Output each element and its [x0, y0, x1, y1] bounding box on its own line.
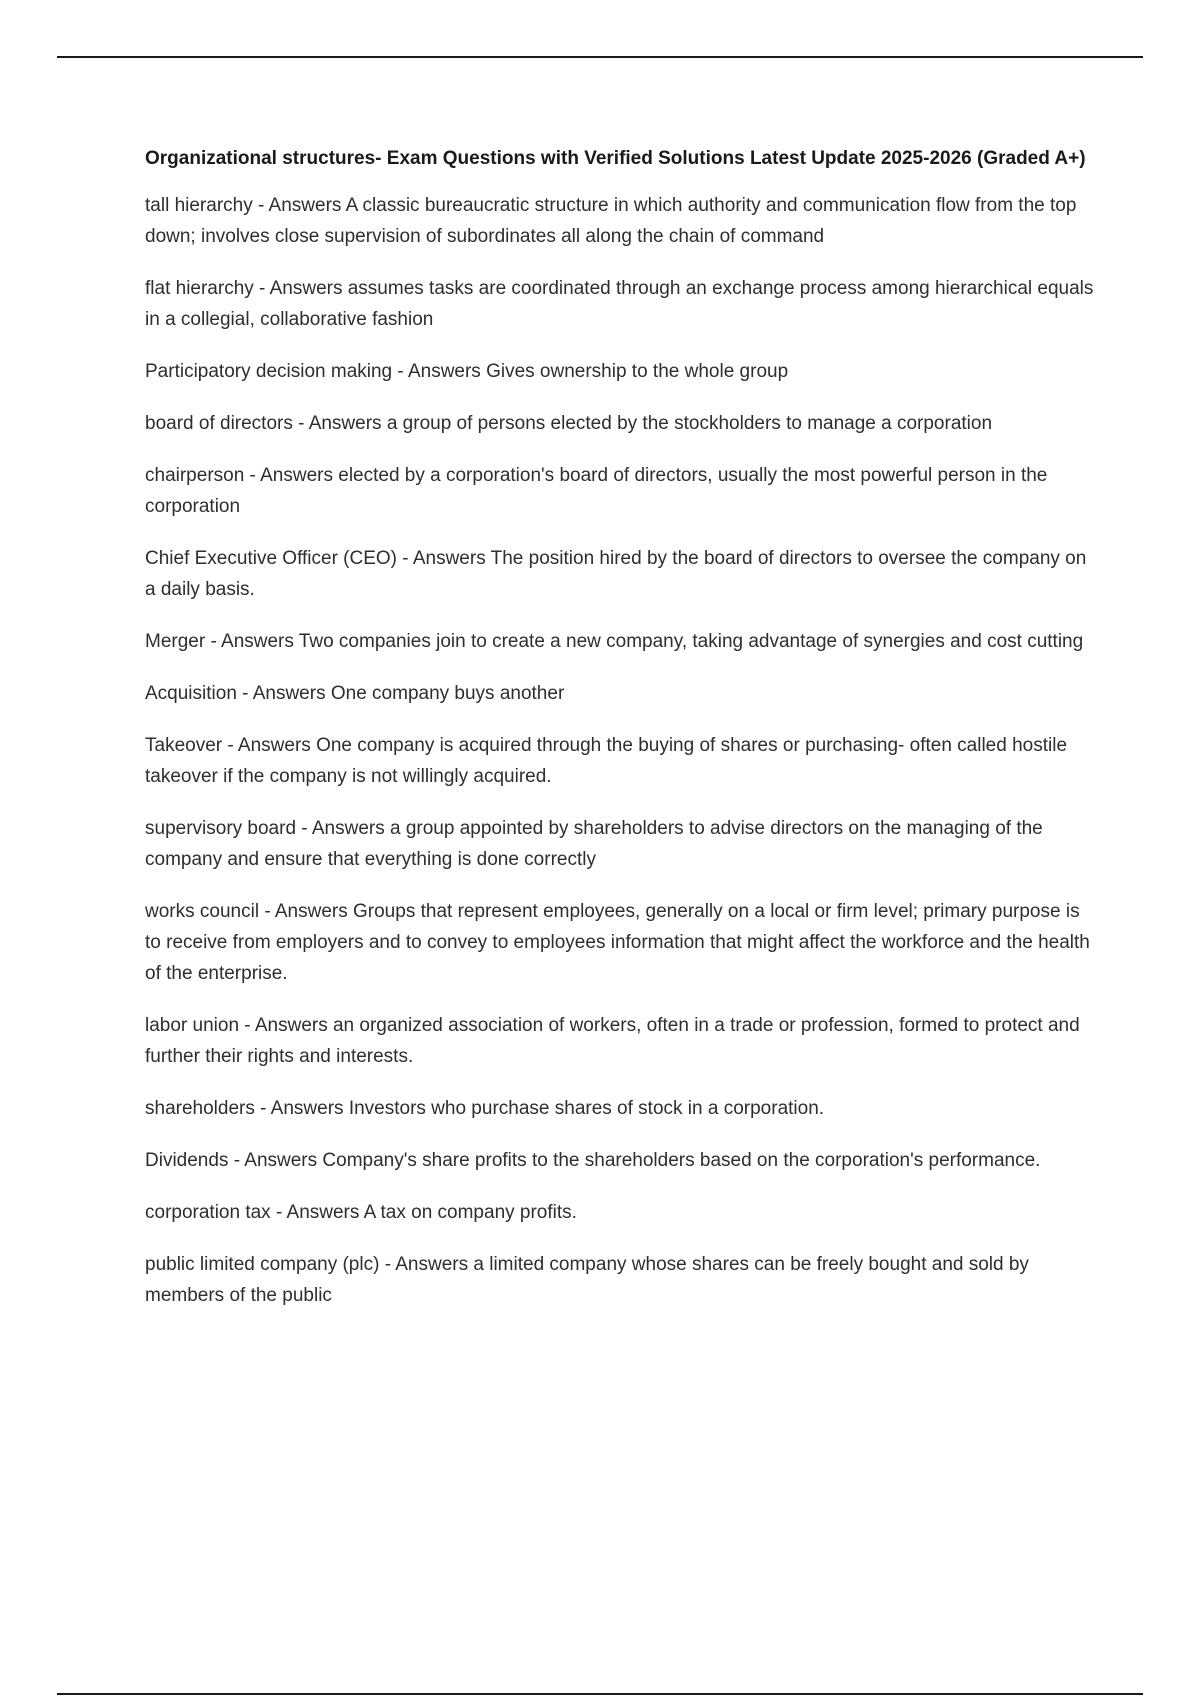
entry-ceo: Chief Executive Officer (CEO) - Answers The position hired by the board of directors to oversee the company on a daily basis. [145, 548, 1087, 600]
entry-works-council: works council - Answers Groups that represent employees, generally on a local or firm level; primary purpose is to receive from employers and to convey to employees information that might affect the workforce and the health of the enterprise. [145, 901, 1090, 984]
entry-acquisition: Acquisition - Answers One company buys another [145, 683, 565, 704]
entry-supervisory-board: supervisory board - Answers a group appointed by shareholders to advise directors on the managing of the company and ensure that everything is done correctly [145, 818, 1043, 870]
entry-flat-hierarchy: flat hierarchy - Answers assumes tasks are coordinated through an exchange process among hierarchical equals in a collegial, collaborative fashion [145, 278, 1094, 330]
entry-merger: Merger - Answers Two companies join to create a new company, taking advantage of synergies and cost cutting [145, 631, 1084, 652]
entry-chairperson: chairperson - Answers elected by a corporation's board of directors, usually the most powerful person in the corporation [145, 465, 1048, 517]
entry-participatory-decision-making: Participatory decision making - Answers Gives ownership to the whole group [145, 361, 789, 382]
document-body [145, 143, 1095, 1332]
entry-corporation-tax: corporation tax - Answers A tax on company profits. [145, 1202, 577, 1223]
document-title: Organizational structures- Exam Questions with Verified Solutions Latest Update 2025-2026 (Graded A+) [145, 148, 1086, 169]
entry-takeover: Takeover - Answers One company is acquired through the buying of shares or purchasing- often called hostile takeover if the company is not willingly acquired. [145, 735, 1068, 787]
top-rule [57, 56, 1143, 58]
entry-dividends: Dividends - Answers Company's share profits to the shareholders based on the corporation's performance. [145, 1150, 1041, 1171]
entry-public-limited-company: public limited company (plc) - Answers a limited company whose shares can be freely bought and sold by members of the public [145, 1254, 1029, 1306]
entry-shareholders: shareholders - Answers Investors who purchase shares of stock in a corporation. [145, 1098, 825, 1119]
entry-tall-hierarchy: tall hierarchy - Answers A classic bureaucratic structure in which authority and communication flow from the top down; involves close supervision of subordinates all along the chain of command [145, 195, 1077, 247]
entry-labor-union: labor union - Answers an organized association of workers, often in a trade or profession, formed to protect and further their rights and interests. [145, 1015, 1080, 1067]
bottom-rule [57, 1693, 1143, 1695]
entry-board-of-directors: board of directors - Answers a group of persons elected by the stockholders to manage a corporation [145, 413, 993, 434]
